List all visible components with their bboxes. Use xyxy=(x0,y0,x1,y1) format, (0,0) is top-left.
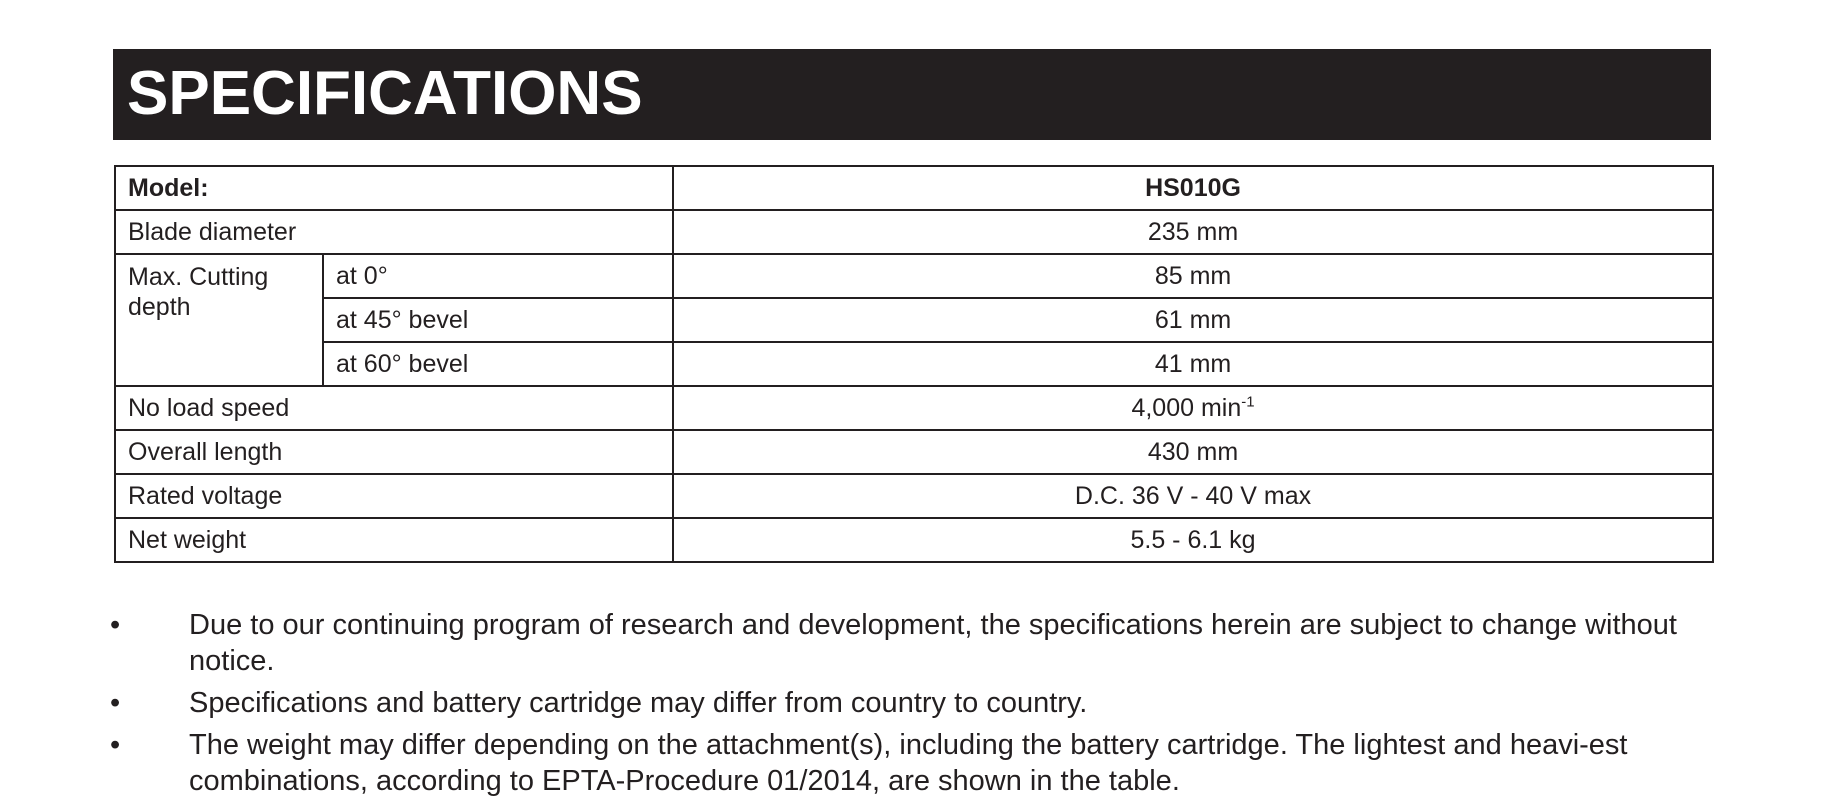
no-load-speed-value xyxy=(673,386,1713,430)
note-text: Specifications and battery cartridge may differ from country to country. xyxy=(189,687,1088,719)
cutting-depth-sublabel: at 60° bevel xyxy=(323,342,673,386)
specifications-table xyxy=(114,165,1714,563)
table-row-cutting-depth-0 xyxy=(115,254,1713,298)
table-row-blade-diameter xyxy=(115,210,1713,254)
blade-diameter-label: Blade diameter xyxy=(115,210,673,254)
table-row-cutting-depth-60 xyxy=(115,342,1713,386)
net-weight-value: 5.5 - 6.1 kg xyxy=(673,518,1713,562)
rated-voltage-value: D.C. 36 V - 40 V max xyxy=(673,474,1713,518)
model-value: HS010G xyxy=(673,166,1713,210)
cutting-depth-sublabel: at 45° bevel xyxy=(323,298,673,342)
bullet-icon: • xyxy=(110,687,121,719)
page-title: SPECIFICATIONS xyxy=(127,59,643,128)
table-row-cutting-depth-45 xyxy=(115,298,1713,342)
cutting-depth-value: 61 mm xyxy=(673,298,1713,342)
cutting-depth-value: 41 mm xyxy=(673,342,1713,386)
list-item xyxy=(110,685,1730,721)
max-cutting-depth-label: Max. Cutting depth xyxy=(115,254,323,386)
no-load-speed-exponent: -1 xyxy=(1241,393,1255,411)
bullet-icon: • xyxy=(110,729,121,761)
blade-diameter-value: 235 mm xyxy=(673,210,1713,254)
note-text: Due to our continuing program of research and development, the specifications herein are subject to change without notice. xyxy=(189,609,1677,677)
table-row-no-load-speed xyxy=(115,386,1713,430)
table-row-model xyxy=(115,166,1713,210)
overall-length-label: Overall length xyxy=(115,430,673,474)
cutting-depth-sublabel: at 0° xyxy=(323,254,673,298)
no-load-speed-number: 4,000 min xyxy=(1131,394,1242,422)
table-row-net-weight xyxy=(115,518,1713,562)
table-row-rated-voltage xyxy=(115,474,1713,518)
specifications-banner xyxy=(113,49,1711,140)
list-item xyxy=(110,727,1730,799)
net-weight-label: Net weight xyxy=(115,518,673,562)
notes-list xyxy=(110,607,1730,805)
note-text: The weight may differ depending on the attachment(s), including the battery cartridge. The lightest and heavi-est combinations, according to EPTA-Procedure 01/2014, are shown in the table. xyxy=(189,729,1628,797)
cutting-depth-value: 85 mm xyxy=(673,254,1713,298)
rated-voltage-label: Rated voltage xyxy=(115,474,673,518)
table-row-overall-length xyxy=(115,430,1713,474)
bullet-icon: • xyxy=(110,609,121,641)
model-label: Model: xyxy=(115,166,673,210)
list-item xyxy=(110,607,1730,679)
overall-length-value: 430 mm xyxy=(673,430,1713,474)
no-load-speed-label: No load speed xyxy=(115,386,673,430)
